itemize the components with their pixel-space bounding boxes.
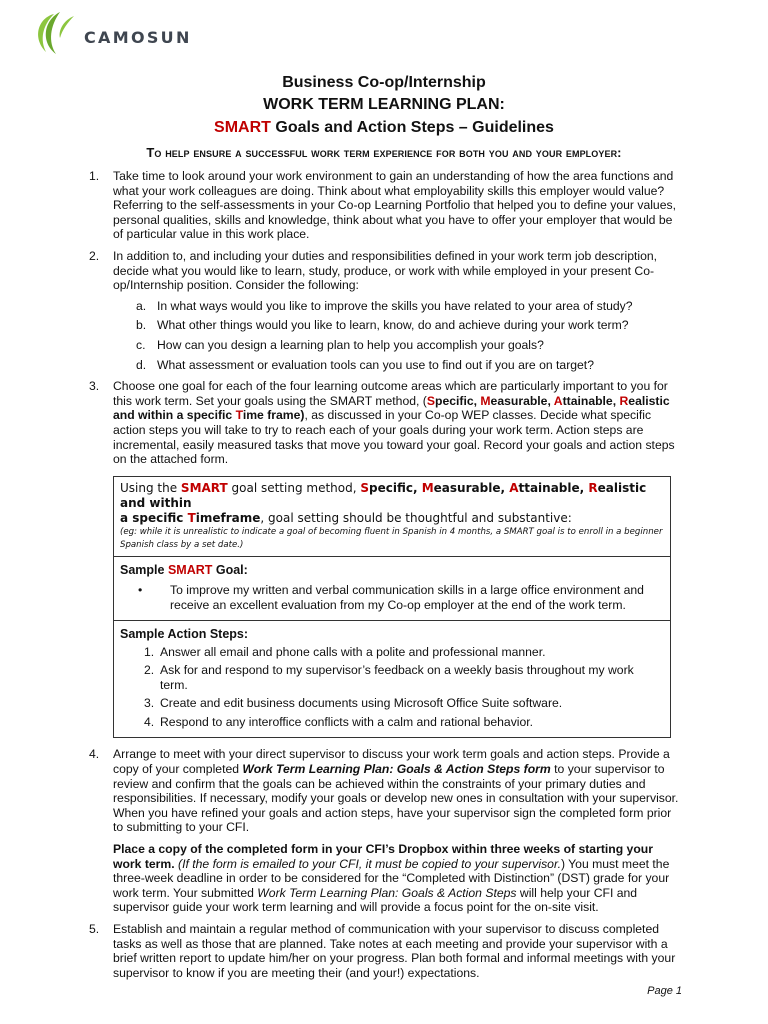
step-text: Answer all email and phone calls with a polite and professional manner.	[160, 644, 546, 659]
logo-wordmark: CAMOSUN	[84, 28, 192, 47]
step-text: Respond to any interoffice conflicts with a calm and rational behavior.	[160, 714, 534, 729]
step-text: Ask for and respond to my supervisor’s feedback on a weekly basis throughout my work term.	[160, 663, 634, 692]
smart-letter-m: M	[421, 480, 434, 495]
item-number: 4.	[89, 747, 100, 762]
smart-word: ealistic and within	[120, 480, 647, 510]
title-line-3-rest: Goals and Action Steps – Guidelines	[270, 119, 554, 136]
list-item-1	[80, 169, 684, 242]
sub-text: In what ways would you like to improve the skills you have related to your area of study?	[157, 298, 633, 313]
sample-goal-bullet	[120, 583, 664, 613]
smart-letter-t: T	[187, 510, 196, 525]
document-title	[0, 72, 768, 140]
item-number: 3.	[89, 379, 100, 394]
smart-letter-a: A	[509, 480, 519, 495]
box-intro	[114, 477, 670, 557]
smart-letter-r: R	[619, 393, 629, 408]
action-step	[120, 715, 664, 730]
sub-text: What assessment or evaluation tools can you use to find out if you are on target?	[157, 357, 594, 372]
action-step	[120, 645, 664, 660]
form-name: Work Term Learning Plan: Goals & Action Steps	[257, 885, 517, 900]
smart-letter-s: S	[426, 393, 435, 408]
smart-word: ime frame)	[242, 408, 305, 423]
sub-item-d	[113, 358, 684, 373]
sub-text: How can you design a learning plan to help you accomplish your goals?	[157, 337, 544, 352]
box-example-note: (eg: while it is unrealistic to indicate a goal of becoming fluent in Spanish in 4 months, a SMART goal is to enroll in a beginner Spanish class by a set date.)	[120, 526, 663, 550]
smart-letter-s: S	[360, 480, 370, 495]
action-step	[120, 696, 664, 711]
deadline-note: (If the form is emailed to your CFI, it must be copied to your supervisor.	[174, 856, 561, 871]
item-text: Arrange to meet with your direct supervisor to discuss your work term goals and action steps. Provide a copy of your completed	[113, 747, 670, 776]
sample-steps-heading: Sample Action Steps:	[120, 627, 249, 642]
smart-word: imeframe	[195, 510, 261, 525]
deadline-bold: Place a copy of the completed form in your CFI’s Dropbox within three weeks of starting your work term.	[113, 841, 653, 871]
form-name: Work Term Learning Plan: Goals & Action Steps form	[242, 761, 551, 776]
smart-letter-t: T	[235, 408, 243, 423]
intro-text: Using the	[120, 480, 181, 495]
list-item-5	[80, 922, 684, 980]
step-number: 3.	[144, 696, 155, 711]
title-smart: SMART	[214, 119, 271, 136]
title-line-2: WORK TERM LEARNING PLAN:	[263, 96, 505, 113]
heading-smart: SMART	[167, 562, 213, 577]
step-number: 4.	[144, 714, 155, 729]
step-number: 1.	[144, 644, 155, 659]
action-step	[120, 663, 664, 692]
item-text: to your supervisor to review and confirm that the goals can be achieved within the constraints of your primary duties and responsibilities. If necessary, modify your goals or develop new ones in consultation with your supervisor. When you have refined your goals and action steps, have your supervisor sign the completed form prior to submitting to your CFI.	[113, 761, 679, 835]
camosun-logo	[30, 8, 190, 60]
item-number: 2.	[89, 248, 100, 263]
list-item-2	[80, 249, 684, 372]
smart-word: ttainable,	[562, 393, 617, 408]
smart-example-box	[113, 476, 671, 739]
intro-text: a specific	[120, 510, 188, 525]
sub-letter: c.	[136, 337, 146, 352]
item-text: Take time to look around your work environment to gain an understanding of how the area functions and what your work colleagues are doing. Think about what employability skills this employer would value? Referring to the self-assessments in your Co-op Learning Portfolio that helped you to define your values, personal qualities, skills and knowledge, think about what you have to offer your employer that would be of particular value in this work place.	[113, 169, 676, 242]
sub-item-b	[113, 318, 684, 333]
camosun-swoosh-icon	[30, 8, 90, 60]
box-sample-steps	[114, 621, 670, 737]
step-text: Create and edit business documents using Microsoft Office Suite software.	[160, 696, 563, 711]
smart-word: pecific,	[435, 393, 481, 408]
box-intro-line-1	[120, 481, 664, 511]
title-line-3	[0, 116, 768, 140]
smart-word: easurable,	[490, 393, 554, 408]
sub-item-c	[113, 338, 684, 353]
box-sample-goal	[114, 557, 670, 622]
smart-letter-m: M	[480, 393, 491, 408]
sub-item-a	[113, 299, 684, 314]
list-item-3	[80, 379, 684, 467]
smart-word: easurable,	[433, 480, 510, 495]
deadline-paragraph	[80, 842, 684, 915]
sub-letter: b.	[136, 318, 147, 333]
subheading: To help ensure a successful work term experience for both you and your employer:	[146, 145, 622, 160]
sub-text: What other things would you like to learn, know, do and achieve during your work term?	[157, 318, 629, 333]
intro-smart: SMART	[180, 480, 228, 495]
smart-word: ealistic and within a specific	[113, 393, 670, 423]
smart-letter-a: A	[553, 393, 563, 408]
intro-text: , goal setting should be thoughtful and substantive:	[260, 510, 572, 525]
sample-goal-text: To improve my written and verbal communication skills in a large office environment and receive an excellent evaluation from my Co-op employer at the end of the work term.	[170, 583, 644, 613]
heading-text: Sample	[120, 562, 168, 577]
deadline-text: will help your CFI and supervisor guide your work term learning and will provide a focus point for the on-site visit.	[113, 885, 638, 915]
list-item-4	[80, 747, 684, 835]
item-number: 5.	[89, 921, 100, 936]
guidelines-list	[80, 169, 684, 987]
heading-text: Goal:	[212, 562, 248, 577]
bullet-icon: •	[138, 583, 143, 598]
title-line-1: Business Co-op/Internship	[282, 74, 486, 91]
smart-letter-r: R	[588, 480, 598, 495]
page-number: Page 1	[647, 985, 682, 997]
deadline-text: ) You must meet the three-week deadline in order to be considered for the “Completed with Distinction” (DST) grade for your work term. Your submitted	[113, 856, 670, 900]
sub-list	[113, 299, 684, 372]
box-intro-line-2	[120, 511, 664, 526]
smart-word: ttainable,	[518, 480, 589, 495]
sub-letter: a.	[136, 298, 147, 313]
item-text: In addition to, and including your duties and responsibilities defined in your work term job description, decide what you would like to learn, study, produce, or work with while employed in your present Co-op/Internship position. Consider the following:	[113, 248, 658, 293]
intro-text: goal setting method,	[227, 480, 361, 495]
step-number: 2.	[144, 663, 155, 678]
item-number: 1.	[89, 169, 100, 183]
item-text: , as discussed in your Co-op WEP classes. Decide what specific action steps you will take to try to reach each of your goals during your work term. Action steps are incremental, easily measured tasks that move you toward your goal. Record your goals and action steps on the attached form.	[113, 408, 675, 467]
item-text: Establish and maintain a regular method of communication with your supervisor to discuss completed tasks as well as those that are planned. Take notes at each meeting and provide your supervisor with a brief written report to update him/her on your progress. Plan both formal and informal meetings with your supervisor to know if you are meeting their (and your!) expectations.	[113, 921, 676, 980]
sample-goal-heading	[120, 563, 664, 578]
sub-letter: d.	[136, 357, 147, 372]
smart-word: pecific,	[369, 480, 422, 495]
item-text: Choose one goal for each of the four learning outcome areas which are particularly important to you for this work term. Set your goals using the SMART method, (	[113, 379, 668, 408]
